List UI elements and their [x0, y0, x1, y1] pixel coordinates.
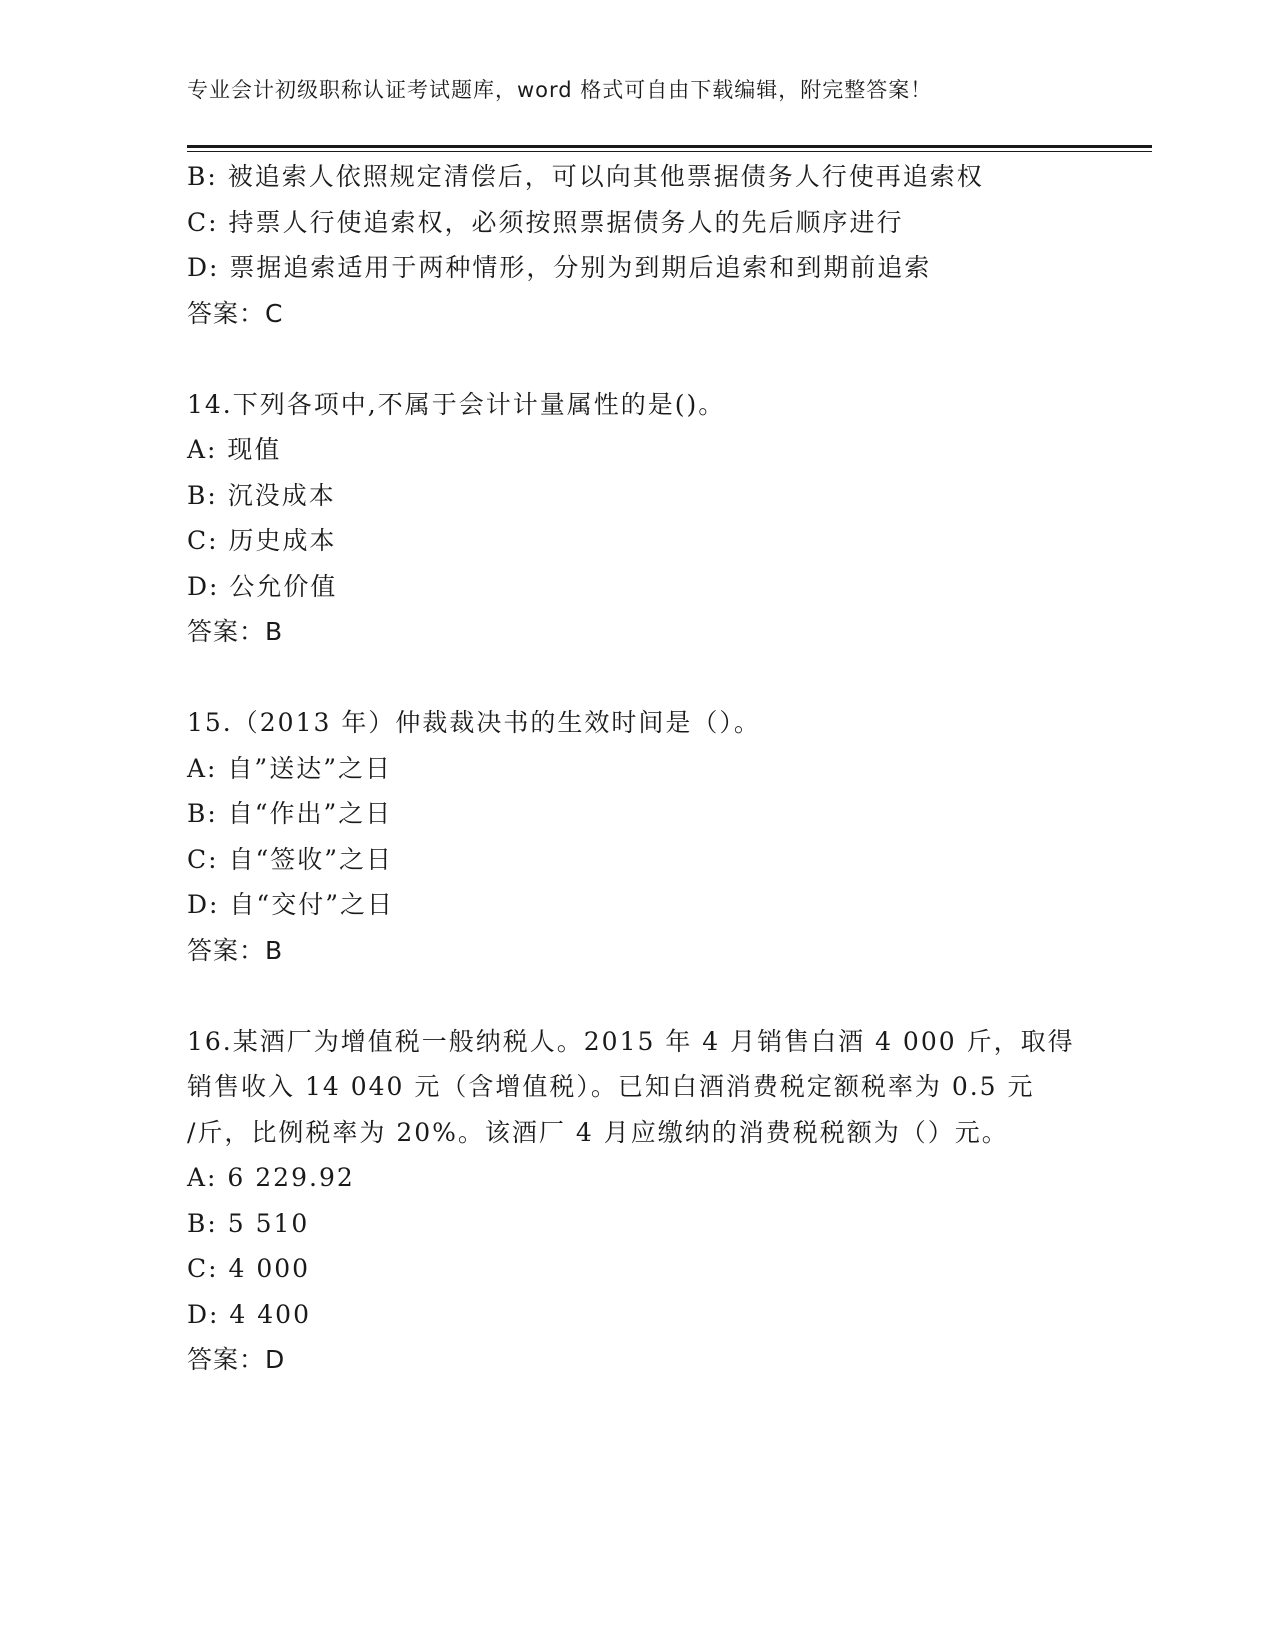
option-a: A: 现值 [187, 435, 282, 464]
option-d: D: 自“交付”之日 [187, 890, 394, 919]
answer: 答案：D [187, 1345, 286, 1374]
question-text: 14.下列各项中,不属于会计计量属性的是()。 [187, 389, 726, 419]
option-a: A: 6 229.92 [187, 1163, 355, 1192]
option-d: D: 4 400 [187, 1299, 311, 1329]
answer: 答案：B [187, 935, 284, 965]
header-rule-thick [187, 145, 1152, 148]
option-d: D: 公允价值 [187, 571, 338, 601]
answer: 答案：C [187, 298, 284, 328]
question-text: 15.（2013 年）仲裁裁决书的生效时间是（）。 [187, 708, 761, 737]
option-b: B: 自“作出”之日 [187, 799, 393, 828]
question-14 [187, 382, 1087, 655]
option-d: D: 票据追索适用于两种情形，分别为到期后追索和到期前追索 [187, 253, 932, 282]
option-b: B: 5 510 [187, 1208, 310, 1238]
option-c: C: 自“签收”之日 [187, 844, 394, 874]
spacer [187, 655, 1087, 701]
header-rule-thin [187, 151, 1152, 152]
spacer [187, 973, 1087, 1019]
answer: 答案：B [187, 617, 284, 646]
question-text-line-3: /斤，比例税率为 20%。该酒厂 4 月应缴纳的消费税税额为（）元。 [187, 1117, 1009, 1147]
spacer [187, 336, 1087, 382]
option-b: B: 沉没成本 [187, 480, 336, 510]
question-text-line-1: 16.某酒厂为增值税一般纳税人。2015 年 4 月销售白酒 4 000 斤，取得 [187, 1026, 1075, 1056]
option-c: C: 持票人行使追索权，必须按照票据债务人的先后顺序进行 [187, 207, 904, 237]
question-text-line-2: 销售收入 14 040 元（含增值税）。已知白酒消费税定额税率为 0.5 元 [187, 1072, 1035, 1101]
option-a: A: 自”送达”之日 [187, 753, 392, 783]
question-13-tail [187, 154, 1087, 336]
question-list [187, 154, 1087, 1383]
option-b: B: 被追索人依照规定清偿后，可以向其他票据债务人行使再追索权 [187, 162, 984, 191]
question-16 [187, 1019, 1087, 1383]
option-c: C: 4 000 [187, 1254, 311, 1283]
option-c: C: 历史成本 [187, 526, 337, 555]
question-15 [187, 700, 1087, 973]
page-header: 专业会计初级职称认证考试题库，word 格式可自由下载编辑，附完整答案！ [187, 78, 933, 102]
